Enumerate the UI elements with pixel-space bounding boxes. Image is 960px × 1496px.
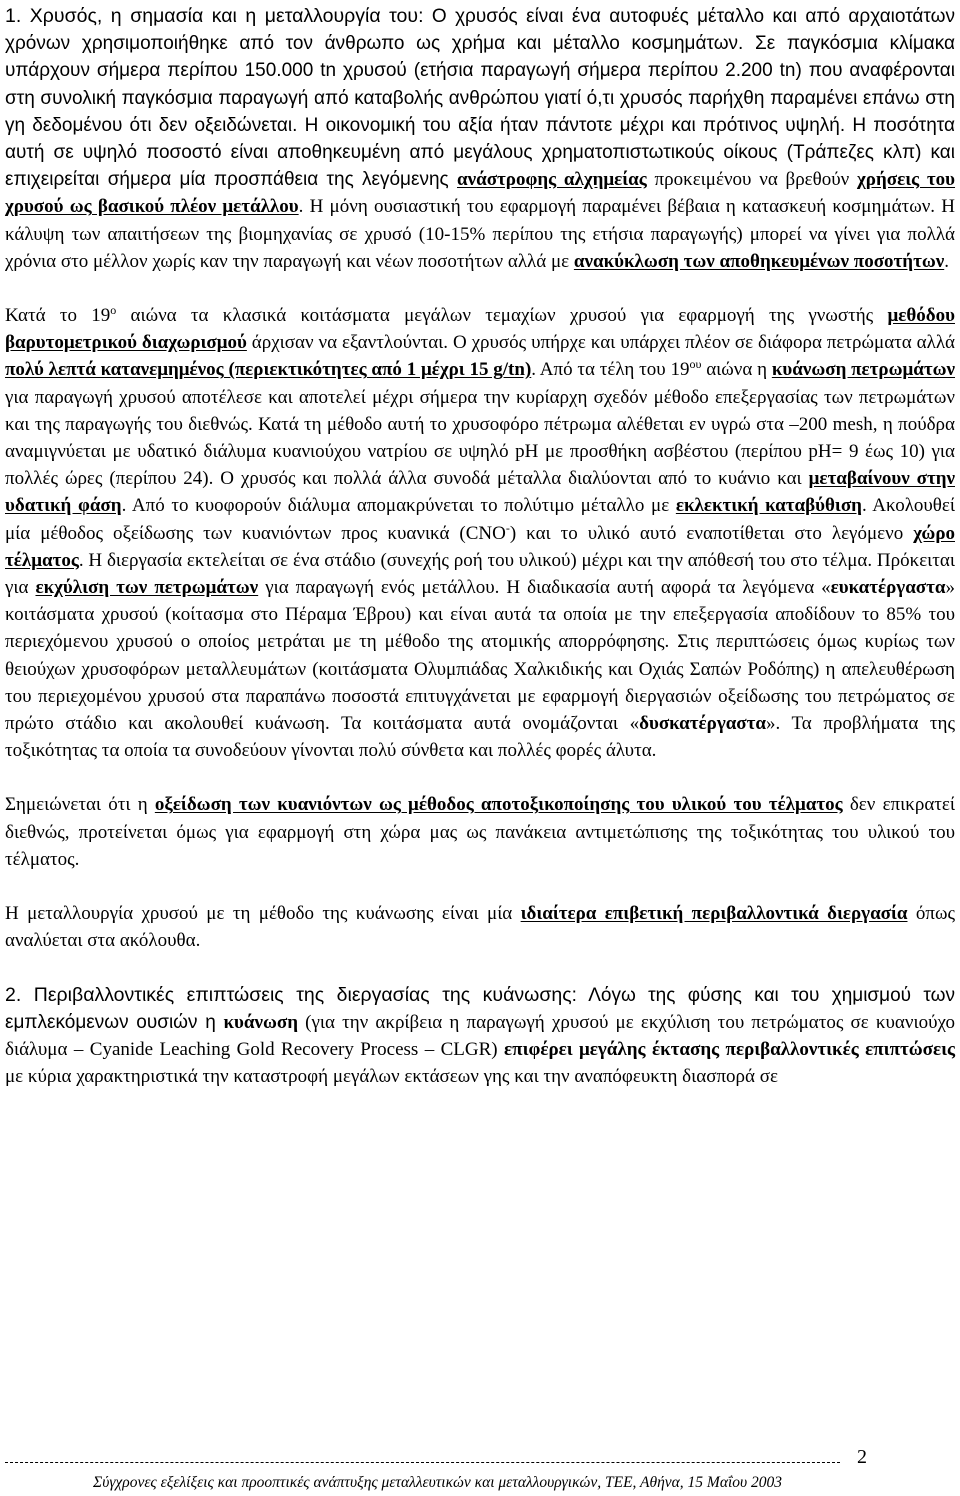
page-footer — [5, 1446, 955, 1494]
emphasis-tailings-area: χώρο τέλματος — [5, 522, 955, 571]
superscript: ο — [110, 303, 117, 318]
text-run: Κατά το 19 — [5, 305, 111, 327]
section-1-paragraph-1 — [5, 3, 955, 275]
text-run: . Από τα τέλη του 19 — [531, 359, 690, 381]
text-run: προκειμένου να βρεθούν — [646, 169, 858, 191]
text-run: (για την ακρίβεια η παραγωγή χρυσού με εκχύλιση του πετρώματος σε κυανιούχο διάλυμα – Cyanide Leaching Gold Recovery Process – CLGR) — [5, 1011, 955, 1060]
emphasis-environmental-impacts: επιφέρει μεγάλης έκτασης περιβαλλοντικές επιπτώσεις — [504, 1038, 955, 1060]
emphasis-cyanidation: κυάνωση — [223, 1011, 298, 1033]
emphasis-refractory-ores: δυσκατέργαστα — [639, 713, 767, 735]
page-number: 2 — [857, 1446, 867, 1468]
text-run: Ο χρυσός είναι ένα αυτοφυές μέταλλο και από αρχαιοτάτων χρόνων χρησιμοποιήθηκε από τον άνθρωπο ως χρήμα και μέταλλο κοσμημάτων. Σε παγκόσμια κλίμακα υπάρχουν σήμερα περίπου 150.000 tn χρυσού (ετήσια παραγωγή σήμερα περίπου 2.200 tn) που αναφέρονται στη συνολική παγκόσμια παραγωγή από καταβολής ανθρώπου γιατί ό,τι χρυσός παρήχθη παραμένει επάνω στη γη δεδομένου ότι δεν οξειδώνεται. Η οικονομική του αξία ήταν πάντοτε μέχρι και πρότινος υψηλή. — [5, 6, 955, 136]
text-run: δεν επικρατεί διεθνώς, προτείνεται όμως για εφαρμογή στη χώρα μας ως πανάκεια αντιμετώπισης της τοξικότητας του υλικού του τέλματος. — [5, 794, 955, 870]
emphasis-aqueous-phase: μεταβαίνουν στην υδατική φάση — [5, 468, 955, 517]
text-run: Η ποσότητα αυτή σε υψηλό ποσοστό είναι αποθηκευμένη από μεγάλους χρηματοπιστωτικούς οίκους (Τράπεζες κλπ) και επιχειρείται σήμερα μία προσπάθεια της λεγόμενης — [5, 114, 955, 191]
footer-divider — [5, 1462, 840, 1463]
superscript: - — [505, 520, 510, 535]
text-run: άρχισαν να εξαντλούνται. Ο χρυσός υπήρχε και υπάρχει πλέον σε διάφορα πετρώματα αλλά — [246, 332, 955, 354]
emphasis-reverse-alchemy: ανάστροφης αλχημείας — [457, 169, 647, 191]
section-1-paragraph-3 — [5, 791, 955, 873]
emphasis-gravity-method: μεθόδου βαρυτομετρικού διαχωρισμού — [5, 305, 955, 354]
text-run: . Η διεργασία εκτελείται σε ένα στάδιο (συνεχής ροή του υλικού) μέχρι και την απόθεσή του στο τέλμα. Πρόκειται για — [5, 549, 955, 599]
emphasis-rock-leaching: εκχύλιση των πετρωμάτων — [35, 577, 259, 599]
document-page — [5, 3, 955, 1090]
text-run: . Από το κυοφορούν διάλυμα απομακρύνεται το πολύτιμο μέταλλο με — [121, 495, 676, 517]
text-run: . Ακολουθεί μία μέθοδος οξείδωσης των κυανιόντων προς κυανικά (CNO — [5, 495, 955, 544]
emphasis-aggressive-process: ιδιαίτερα επιβετική περιβαλλοντικά διεργασία — [520, 903, 908, 925]
emphasis-cyanide-oxidation: οξείδωση των κυανιόντων ως μέθοδος αποτοξικοποίησης του υλικού του τέλματος — [154, 794, 843, 816]
section-1-paragraph-2 — [5, 302, 955, 764]
emphasis-recycling: ανακύκλωση των αποθηκευμένων ποσοτήτων — [573, 250, 945, 272]
text-run: για παραγωγή ενός μετάλλου. Η διαδικασία αυτή αφορά τα λεγόμενα « — [258, 577, 831, 599]
text-run: για παραγωγή χρυσού αποτέλεσε και αποτελεί μέχρι σήμερα την κυρίαρχη σχεδόν μέθοδο επεξεργασίας των πετρωμάτων και της παραγωγής του διεθνώς. Κατά τη μέθοδο αυτή το χρυσοφόρο πέτρωμα αλέθεται εν υγρώ στα –200 mesh, η πούδρα αναμιγνύεται με υδατικό διάλυμα κυανιούχου νατρίου σε υψηλό pH με προσθήκη ασβέστου (περίπου pH= 9 έως 10) για πολλές ώρες (περίπου 24). Ο χρυσός και πολλά άλλα συνοδά μέταλλα διαλύονται από το κυάνιο και — [5, 386, 955, 490]
text-run: Σημειώνεται ότι η — [5, 794, 155, 816]
section-2-paragraph — [5, 982, 955, 1091]
text-run: . — [944, 250, 949, 272]
text-run: ». Τα προβλήματα της τοξικότητας τα οποία τα συνοδεύουν γίνονται πολύ σύνθετα και πολλές φορές άλυτα. — [5, 713, 955, 762]
text-run: ) και το υλικό αυτό εναποτίθεται στο λεγόμενο — [509, 522, 914, 544]
footer-conference-note: Σύγχρονες εξελίξεις και προοπτικές ανάπτυξης μεταλλευτικών και μεταλλουργικών, ΤΕΕ, Αθήνα, 15 Μαΐου 2003 — [93, 1474, 783, 1491]
emphasis-selective-precipitation: εκλεκτική καταβύθιση — [675, 495, 862, 517]
text-run: . Η μόνη ουσιαστική του εφαρμογή παραμένει βέβαια η κατασκευή κοσμημάτων. Η κάλυψη των απαιτήσεων της βιομηχανίας σε χρυσό (10-15% περίπου της ετήσια παραγωγής) μπορεί να γίνει για πολλά χρόνια στο μέλλον χωρίς καν την παραγωγή και νέων ποσοτήτων αλλά με — [5, 196, 955, 272]
emphasis-fine-distribution: πολύ λεπτά κατανεμημένος (περιεκτικότητες από 1 μέχρι 15 g/tn) — [5, 359, 532, 381]
text-run: αιώνα τα κλασικά κοιτάσματα μεγάλων τεμαχίων χρυσού για εφαρμογή της γνωστής — [116, 305, 888, 327]
emphasis-easy-ores: ευκατέργαστα — [830, 577, 946, 599]
text-run: αιώνα η — [701, 359, 772, 381]
emphasis-gold-uses: χρήσεις του χρυσού ως βασικού πλέον μετάλλου — [5, 169, 956, 218]
section-2-heading: 2. Περιβαλλοντικές επιπτώσεις της διεργασίας της κυάνωσης — [5, 983, 572, 1006]
text-run: » κοιτάσματα χρυσού (κοίτασμα στο Πέραμα Έβρου) και είναι αυτά τα οποία με την επεξεργασία αποδίδουν το 85% του περιεχόμενου χρυσού ο οποίος μετράται με τη μέθοδο της ατομικής απορρόφησης. Στις περιπτώσεις όμως κυρίως των θειούχων χρυσοφόρων μεταλλευμάτων (κοιτάσματα Ολυμπιάδας Χαλκιδικής και Οχιάς Σαπών Ροδόπης) η απελευθέρωση του περιεχομένου χρυσού στα παραπάνω ποσοστά επιτυγχάνεται με εφαρμογή διεργασιών οξείδωσης του πετρώματος σε πρώτο στάδιο και ακολουθεί κυάνωση. Τα κοιτάσματα αυτά ονομάζονται « — [5, 577, 955, 735]
section-1-paragraph-4 — [5, 900, 955, 954]
text-run: όπως αναλύεται στα ακόλουθα. — [5, 903, 955, 952]
emphasis-rock-cyanidation: κυάνωση πετρωμάτων — [771, 359, 955, 381]
text-run: : Λόγω της φύσης και του χημισμού των εμπλεκόμενων ουσιών η — [5, 984, 956, 1033]
section-1-heading: 1. Χρυσός, η σημασία και η μεταλλουργία του: — [5, 5, 424, 27]
text-run: Η μεταλλουργία χρυσού με τη μέθοδο της κυάνωσης είναι μία — [5, 903, 521, 925]
superscript: ου — [689, 357, 702, 372]
text-run: με κύρια χαρακτηριστικά την καταστροφή μεγάλων εκτάσεων γης και την αναπόφευκτη διασπορά σε — [5, 1066, 778, 1088]
